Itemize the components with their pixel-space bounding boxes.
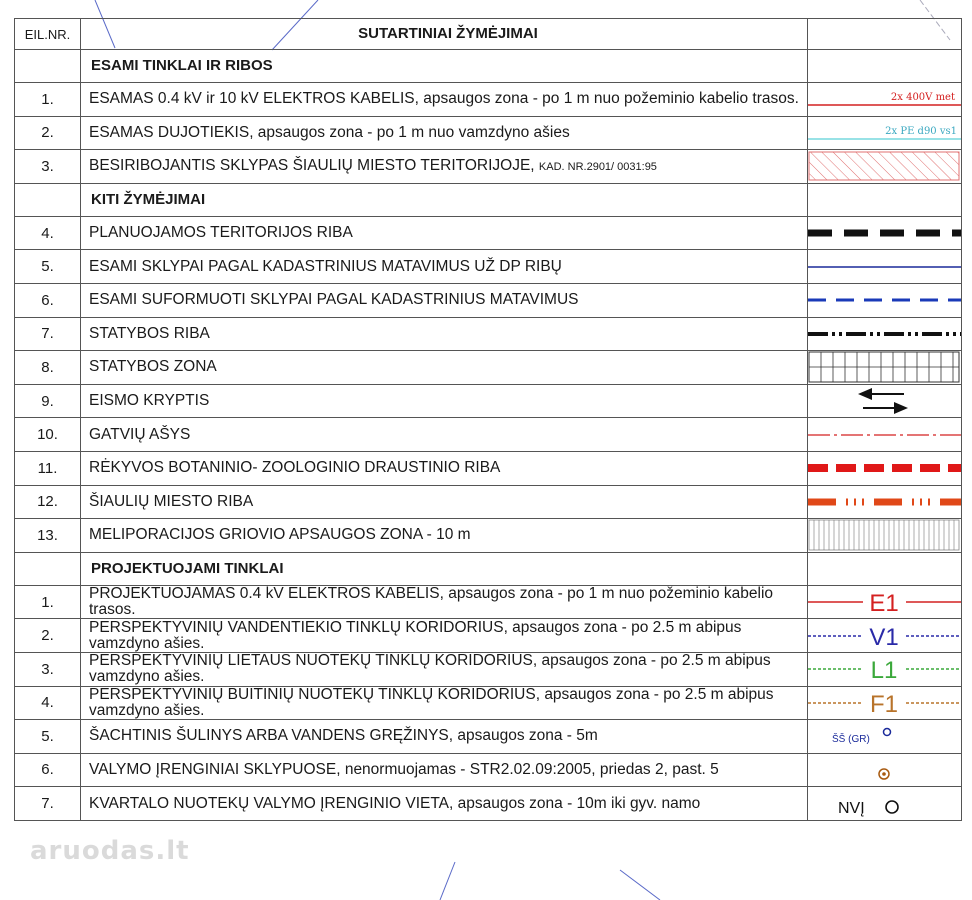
row-description (81, 519, 808, 553)
row-description (81, 283, 808, 317)
row-description-text: ESAMAS DUJOTIEKIS, apsaugos zona - po 1 m nuo vamzdyno ašies (89, 123, 570, 141)
row-description (81, 720, 808, 754)
row-symbol (808, 787, 962, 821)
legend-row (15, 787, 962, 821)
row-number: 13. (15, 519, 81, 553)
row-symbol (808, 150, 962, 184)
row-number: 7. (15, 787, 81, 821)
row-symbol (808, 652, 962, 686)
legend-symbol-labeled-line (808, 620, 961, 652)
legend-row (15, 384, 962, 418)
row-description-text: STATYBOS RIBA (89, 324, 210, 342)
symbol-label: 2x 400V met (890, 92, 955, 104)
row-symbol (808, 753, 962, 787)
row-number: 4. (15, 686, 81, 720)
row-symbol (808, 283, 962, 317)
header-title: SUTARTINIAI ŽYMĖJIMAI (81, 19, 808, 50)
row-number: 3. (15, 150, 81, 184)
row-description (81, 485, 808, 519)
legend-row (15, 686, 962, 720)
legend-symbol-red-line (808, 83, 961, 115)
row-symbol (808, 116, 962, 150)
row-number: 3. (15, 652, 81, 686)
legend-row (15, 351, 962, 385)
legend-symbol-blue-dash (808, 284, 961, 316)
legend-row (15, 283, 962, 317)
row-number: 6. (15, 753, 81, 787)
legend-symbol-labeled-line (808, 586, 961, 618)
row-number: 7. (15, 317, 81, 351)
legend-symbol-labeled-line (808, 653, 961, 685)
row-description (81, 83, 808, 117)
legend-row (15, 485, 962, 519)
row-number: 5. (15, 720, 81, 754)
row-symbol (808, 619, 962, 653)
row-number: 2. (15, 116, 81, 150)
row-description-text: ESAMAS 0.4 kV ir 10 kV ELEKTROS KABELIS, apsaugos zona - po 1 m nuo požeminio kabelio trasos. (89, 90, 799, 108)
row-description (81, 250, 808, 284)
legend-symbol-nvi (808, 788, 961, 820)
row-symbol (808, 585, 962, 619)
legend-symbol-vlines (808, 519, 961, 551)
section-row (15, 183, 962, 216)
section-title: PROJEKTUOJAMI TINKLAI (81, 552, 808, 585)
row-description (81, 351, 808, 385)
row-description (81, 418, 808, 452)
row-number: 8. (15, 351, 81, 385)
legend-row (15, 418, 962, 452)
legend-symbol-well (808, 720, 961, 752)
row-symbol (808, 686, 962, 720)
cadastral-number: KAD. NR.2901/ 0031:95 (538, 160, 657, 173)
row-number: 12. (15, 485, 81, 519)
symbol-label: E1 (869, 590, 899, 618)
row-number: 9. (15, 384, 81, 418)
legend-row (15, 451, 962, 485)
section-row (15, 50, 962, 83)
row-description-text: PERSPEKTYVINIŲ VANDENTIEKIO TINKLŲ KORIDORIUS, apsaugos zona - po 2.5 m abipus vamzdyno ašies. (89, 618, 742, 652)
row-description (81, 652, 808, 686)
legend-symbol-black-thick-dash (808, 217, 961, 249)
row-number: 11. (15, 451, 81, 485)
row-description (81, 619, 808, 653)
section-title: ESAMI TINKLAI IR RIBOS (81, 50, 808, 83)
row-number: 1. (15, 585, 81, 619)
row-description-text: PERSPEKTYVINIŲ LIETAUS NUOTEKŲ TINKLŲ KORIDORIUS, apsaugos zona - po 2.5 m abipus vamzdyno ašies. (89, 652, 771, 686)
legend-symbol-red-dashdot (808, 419, 961, 451)
row-description-text: PLANUOJAMOS TERITORIJOS RIBA (89, 224, 353, 242)
symbol-label: V1 (869, 623, 899, 651)
row-number: 10. (15, 418, 81, 452)
row-description-text: PERSPEKTYVINIŲ BUITINIŲ NUOTEKŲ TINKLŲ KORIDORIUS, apsaugos zona - po 2.5 m abipus vamzdyno ašies. (89, 686, 774, 719)
header-number-label: EIL.NR. (15, 19, 81, 50)
legend-symbol-labeled-line (808, 687, 961, 719)
legend-row (15, 519, 962, 553)
row-symbol (808, 317, 962, 351)
row-description (81, 150, 808, 184)
legend-symbol-cyan-line (808, 117, 961, 149)
legend-row (15, 652, 962, 686)
legend-row (15, 619, 962, 653)
row-description-text: STATYBOS ZONA (89, 358, 217, 376)
legend-row (15, 753, 962, 787)
watermark: aruodas.lt (30, 836, 190, 866)
row-description-text: EISMO KRYPTIS (89, 392, 210, 410)
row-description-text: KVARTALO NUOTEKŲ VALYMO ĮRENGINIO VIETA, apsaugos zona - 10m iki gyv. namo (89, 794, 701, 812)
row-description-text: BESIRIBOJANTIS SKLYPAS ŠIAULIŲ MIESTO TERITORIJOJE, (89, 156, 539, 174)
row-number: 1. (15, 83, 81, 117)
row-number: 2. (15, 619, 81, 653)
legend-row (15, 317, 962, 351)
symbol-label: F1 (869, 690, 899, 718)
header-symbol-cell (808, 19, 962, 50)
symbol-label: L1 (870, 657, 898, 685)
row-description-text: ESAMI SUFORMUOTI SKLYPAI PAGAL KADASTRINIUS MATAVIMUS (89, 291, 579, 309)
row-description-text: ESAMI SKLYPAI PAGAL KADASTRINIUS MATAVIMUS UŽ DP RIBŲ (89, 257, 562, 275)
row-symbol (808, 418, 962, 452)
row-number: 6. (15, 283, 81, 317)
row-number: 5. (15, 250, 81, 284)
row-description (81, 317, 808, 351)
row-description (81, 116, 808, 150)
legend-symbol-grid (808, 351, 961, 383)
row-description (81, 686, 808, 720)
row-symbol (808, 216, 962, 250)
legend-symbol-target (808, 754, 961, 786)
row-symbol (808, 451, 962, 485)
legend-row (15, 116, 962, 150)
legend-symbol-red-hatch (808, 150, 961, 182)
row-description-text: ŠACHTINIS ŠULINYS ARBA VANDENS GRĘŽINYS, apsaugos zona - 5m (89, 727, 598, 745)
legend-table (14, 18, 962, 821)
row-description (81, 451, 808, 485)
symbol-label: ŠŠ (GR) (832, 734, 870, 746)
row-description-text: RĖKYVOS BOTANINIO- ZOOLOGINIO DRAUSTINIO RIBA (89, 459, 501, 477)
row-description-text: ŠIAULIŲ MIESTO RIBA (89, 492, 254, 510)
row-description (81, 585, 808, 619)
legend-row (15, 585, 962, 619)
row-symbol (808, 351, 962, 385)
legend-symbol-arrows (808, 385, 961, 417)
legend-symbol-black-dashdot (808, 318, 961, 350)
legend-row (15, 150, 962, 184)
row-description (81, 787, 808, 821)
row-description-text: GATVIŲ AŠYS (89, 425, 191, 443)
row-symbol (808, 83, 962, 117)
row-description-text: PROJEKTUOJAMAS 0.4 kV ELEKTROS KABELIS, apsaugos zona - po 1 m nuo požeminio kabelio trasos. (89, 585, 774, 619)
row-description (81, 384, 808, 418)
legend-row (15, 250, 962, 284)
legend-row (15, 83, 962, 117)
row-description (81, 216, 808, 250)
row-description (81, 753, 808, 787)
row-symbol (808, 519, 962, 553)
row-description-text: VALYMO ĮRENGINIAI SKLYPUOSE, nenormuojamas - STR2.02.09:2005, priedas 2, past. 5 (89, 760, 719, 778)
row-symbol (808, 485, 962, 519)
row-number: 4. (15, 216, 81, 250)
legend-symbol-orange-dashdot (808, 486, 961, 518)
section-row (15, 552, 962, 585)
legend-symbol-blue-line (808, 251, 961, 283)
row-description-text: MELIPORACIJOS GRIOVIO APSAUGOS ZONA - 10 m (89, 526, 471, 544)
section-title: KITI ŽYMĖJIMAI (81, 183, 808, 216)
legend-symbol-red-thick-dash (808, 452, 961, 484)
row-symbol (808, 250, 962, 284)
row-symbol (808, 384, 962, 418)
legend-row (15, 720, 962, 754)
row-symbol (808, 720, 962, 754)
symbol-label: 2x PE d90 vs1 (885, 125, 957, 137)
symbol-label: NVĮ (838, 799, 865, 817)
legend-row (15, 216, 962, 250)
